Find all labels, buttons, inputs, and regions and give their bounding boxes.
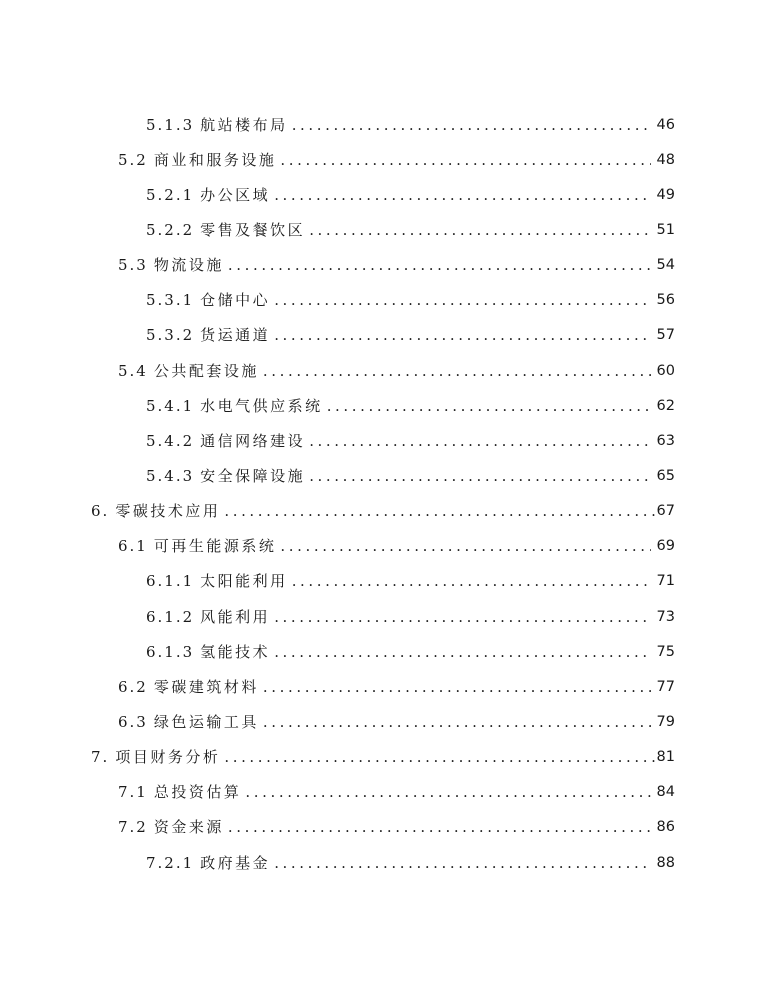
toc-entry-title: 太阳能利用 [200, 572, 288, 591]
toc-entry-title: 办公区域 [200, 185, 271, 204]
toc-entry-title: 安全保障设施 [200, 466, 306, 485]
dot-leader [228, 817, 651, 837]
toc-entry-title: 资金来源 [153, 818, 224, 837]
toc-entry[interactable] [0, 248, 765, 283]
toc-entry-number: 6.1.2 [146, 607, 195, 626]
toc-entry-page: 56 [656, 292, 675, 309]
toc-entry[interactable] [0, 564, 765, 599]
toc-entry-page: 69 [656, 538, 675, 555]
toc-entry-title: 货运通道 [200, 326, 271, 345]
toc-entry-page: 77 [656, 678, 675, 695]
toc-entry-page: 46 [656, 116, 675, 133]
dot-leader [224, 501, 654, 521]
toc-entry-page: 71 [656, 573, 675, 590]
toc-entry-title: 航站楼布局 [200, 115, 288, 134]
toc-entry-number: 7.2.1 [146, 853, 195, 872]
toc-entry-title: 通信网络建设 [200, 431, 306, 450]
toc-entry-number: 6.1 [118, 537, 148, 556]
toc-entry-title: 总投资估算 [153, 783, 242, 802]
toc-entry-number: 5.4.3 [146, 466, 195, 485]
toc-entry[interactable] [0, 740, 765, 775]
toc-entry[interactable] [0, 775, 765, 810]
toc-entry-page: 73 [656, 608, 675, 625]
toc-entry[interactable] [0, 634, 765, 669]
toc-entry-page: 48 [656, 151, 675, 168]
toc-entry-title: 零碳技术应用 [115, 502, 221, 521]
toc-entry-number: 6.1.1 [146, 572, 195, 591]
toc-entry-number: 7. [91, 748, 110, 767]
dot-leader [327, 396, 651, 416]
toc-entry[interactable] [0, 177, 765, 212]
toc-entry-title: 风能利用 [200, 607, 271, 626]
toc-entry[interactable] [0, 599, 765, 634]
toc-entry-number: 5.4 [118, 361, 148, 380]
toc-entry-number: 6.3 [118, 712, 148, 731]
toc-entry[interactable] [0, 845, 765, 880]
dot-leader [274, 290, 650, 310]
toc-entry[interactable] [0, 669, 765, 704]
toc-entry-title: 绿色运输工具 [153, 712, 259, 731]
dot-leader [280, 150, 650, 170]
toc-entry-title: 商业和服务设施 [153, 150, 277, 169]
toc-entry-title: 氢能技术 [200, 642, 271, 661]
toc-entry-title: 零碳建筑材料 [153, 677, 259, 696]
toc-entry-number: 5.1.3 [146, 115, 195, 134]
dot-leader [280, 536, 650, 556]
toc-entry-number: 5.4.1 [146, 396, 195, 415]
toc-entry[interactable] [0, 107, 765, 142]
dot-leader [263, 361, 651, 381]
toc-entry-title: 物流设施 [153, 256, 224, 275]
toc-entry-number: 5.2 [118, 150, 148, 169]
dot-leader [263, 677, 651, 697]
toc-entry-title: 公共配套设施 [153, 361, 259, 380]
toc-entry-page: 57 [656, 327, 675, 344]
dot-leader [274, 607, 650, 627]
toc-entry-title: 仓储中心 [200, 291, 271, 310]
dot-leader [263, 712, 651, 732]
toc-entry-title: 政府基金 [200, 853, 271, 872]
toc-entry[interactable] [0, 704, 765, 739]
dot-leader [309, 220, 650, 240]
toc-entry[interactable] [0, 318, 765, 353]
toc-entry[interactable] [0, 494, 765, 529]
toc-entry-page: 86 [656, 819, 675, 836]
toc-entry-title: 项目财务分析 [115, 748, 221, 767]
toc-entry-number: 5.4.2 [146, 431, 195, 450]
dot-leader [245, 782, 650, 802]
toc-entry-page: 81 [656, 749, 675, 766]
table-of-contents [0, 107, 765, 880]
toc-entry-page: 62 [656, 397, 675, 414]
toc-entry-page: 67 [656, 503, 675, 520]
dot-leader [274, 185, 650, 205]
toc-entry-number: 6.2 [118, 677, 148, 696]
dot-leader [274, 642, 650, 662]
toc-entry[interactable] [0, 283, 765, 318]
toc-entry-number: 6. [91, 502, 110, 521]
toc-entry[interactable] [0, 810, 765, 845]
toc-entry[interactable] [0, 388, 765, 423]
dot-leader [274, 853, 650, 873]
toc-entry-page: 49 [656, 186, 675, 203]
toc-entry-page: 60 [656, 362, 675, 379]
dot-leader [309, 466, 650, 486]
toc-entry-number: 5.3.1 [146, 291, 195, 310]
toc-entry[interactable] [0, 529, 765, 564]
toc-entry-page: 63 [656, 432, 675, 449]
toc-entry[interactable] [0, 212, 765, 247]
dot-leader [274, 325, 650, 345]
toc-entry-number: 6.1.3 [146, 642, 195, 661]
dot-leader [292, 115, 651, 135]
dot-leader [224, 747, 654, 767]
toc-entry[interactable] [0, 458, 765, 493]
toc-entry-title: 水电气供应系统 [200, 396, 323, 415]
dot-leader [309, 431, 650, 451]
dot-leader [292, 571, 651, 591]
toc-entry-number: 5.2.2 [146, 220, 195, 239]
toc-entry-number: 7.2 [118, 818, 148, 837]
toc-entry-page: 65 [656, 467, 675, 484]
toc-entry-number: 5.3 [118, 256, 148, 275]
toc-entry-title: 零售及餐饮区 [200, 220, 306, 239]
toc-entry-page: 54 [656, 257, 675, 274]
toc-entry-page: 84 [656, 784, 675, 801]
toc-entry[interactable] [0, 423, 765, 458]
toc-entry[interactable] [0, 353, 765, 388]
dot-leader [228, 255, 651, 275]
toc-entry[interactable] [0, 142, 765, 177]
toc-entry-number: 7.1 [118, 783, 148, 802]
toc-entry-number: 5.2.1 [146, 185, 195, 204]
toc-entry-page: 79 [656, 713, 675, 730]
toc-entry-page: 88 [656, 854, 675, 871]
toc-entry-page: 75 [656, 643, 675, 660]
toc-entry-title: 可再生能源系统 [153, 537, 277, 556]
toc-entry-number: 5.3.2 [146, 326, 195, 345]
toc-entry-page: 51 [656, 221, 675, 238]
